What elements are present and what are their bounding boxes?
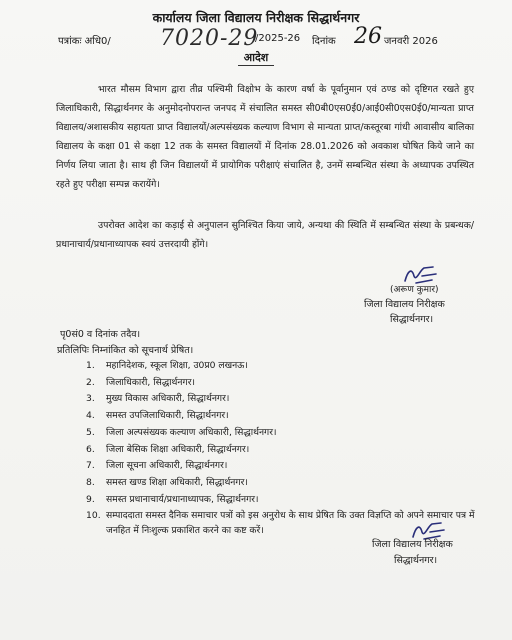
office-title: कार्यालय जिला विद्यालय निरीक्षक सिद्धार्थनगर [152, 10, 360, 25]
list-item: 2. जिलाधिकारी, सिद्धार्थनगर। [86, 376, 195, 388]
list-item: 5. जिला अल्पसंख्यक कल्याण अधिकारी, सिद्धार्थनगर। [86, 426, 277, 438]
signatory-name: (अरूण कुमार) [390, 285, 439, 295]
signatory-location-2: सिद्धार्थनगर। [394, 555, 438, 566]
list-item: 1. महानिदेशक, स्कूल शिक्षा, उ0प्र0 लखनऊ। [86, 360, 248, 371]
signatory-location: सिद्धार्थनगर। [390, 314, 434, 325]
memo-line: पृ0सं0 व दिनांक तदैव। [60, 329, 141, 340]
signatory-title-2: जिला विद्यालय निरीक्षक [372, 539, 453, 550]
order-paragraph-2: उपरोक्त आदेश का कड़ाई से अनुपालन सुनिश्चित किया जाये, अन्यथा की स्थिति में सम्बन्धित संस्था के प्रबन्धक/प्रधानाचार्य/प्रधानाध्यापक स्वयं उत्तरदायी होंगे। [56, 220, 474, 250]
list-item: 6. जिला बेसिक शिक्षा अधिकारी, सिद्धार्थनगर। [86, 443, 250, 455]
list-item: 3. मुख्य विकास अधिकारी, सिद्धार्थनगर। [86, 393, 230, 405]
list-item: 8. समस्त खण्ड शिक्षा अधिकारी, सिद्धार्थनगर। [86, 476, 248, 488]
order-paragraph-1: भारत मौसम विभाग द्वारा तीव्र पश्चिमी विक्षोभ के कारण वर्षा के पूर्वानुमान एवं ठण्ड को दृष्टिगत रखते हुए जिलाधिकारी, सिद्धार्थनगर के अनुमोदनोपरान्त जनपद में संचालित समस्त सी0बी0एस0ई0/आई0सी0एस0ई0/मान्यता प्राप्त विद्यालय/अशासकीय सहायता प्राप्त विद्यालयों/अल्पसंख्यक कल्याण विभाग से मान्यता प्राप्त/कस्तूरबा गांधी आवासीय बालिका विद्यालय के कक्षा 01 से कक्षा 12 तक के समस्त विद्यालयों में दिनांक 28.01.2026 को अवकाश घोषित किये जाने का निर्णय लिया जाता है। साथ ही जिन विद्यालयों में प्रायोगिक परीक्षाएं संचालित है, उनमें सम्बन्धित संस्था के अध्यापक उपस्थित रहते हुए परीक्षा सम्पन्न करायेंगे। [56, 84, 474, 190]
list-item: 4. समस्त उपजिलाधिकारी, सिद्धार्थनगर। [86, 410, 229, 422]
signatory-title: जिला विद्यालय निरीक्षक [364, 299, 445, 310]
copy-to-label: प्रतिलिपिः निम्नांकित को सूचनार्थ प्रेषित। [57, 345, 194, 356]
list-item: 10. सम्पाददाता समस्त दैनिक समाचार पत्रों को इस अनुरोध के साथ प्रेषित कि उक्त विज्ञप्ति को अपने समाचार पत्र में जनहित में निःशुल्क प्रकाशित करने का कष्ट करें। [86, 510, 475, 537]
date-month-year: जनवरी 2026 [384, 36, 438, 47]
list-item: 9. समस्त प्रधानाचार्य/प्रधानाध्यापक, सिद्धार्थनगर। [86, 493, 259, 505]
ref-year: /2025-26 [255, 33, 301, 44]
order-heading: आदेश [243, 51, 269, 64]
date-label: दिनांक [312, 36, 336, 47]
copy-to-list [68, 358, 488, 538]
date-day-handwritten: 26 [354, 24, 382, 49]
ref-label: पत्रांकः अधि0/ [58, 36, 111, 47]
list-item: 7. जिला सूचना अधिकारी, सिद्धार्थनगर। [86, 460, 228, 472]
ref-number-handwritten: 7020-29 [160, 26, 259, 51]
heading-underline [238, 65, 274, 66]
